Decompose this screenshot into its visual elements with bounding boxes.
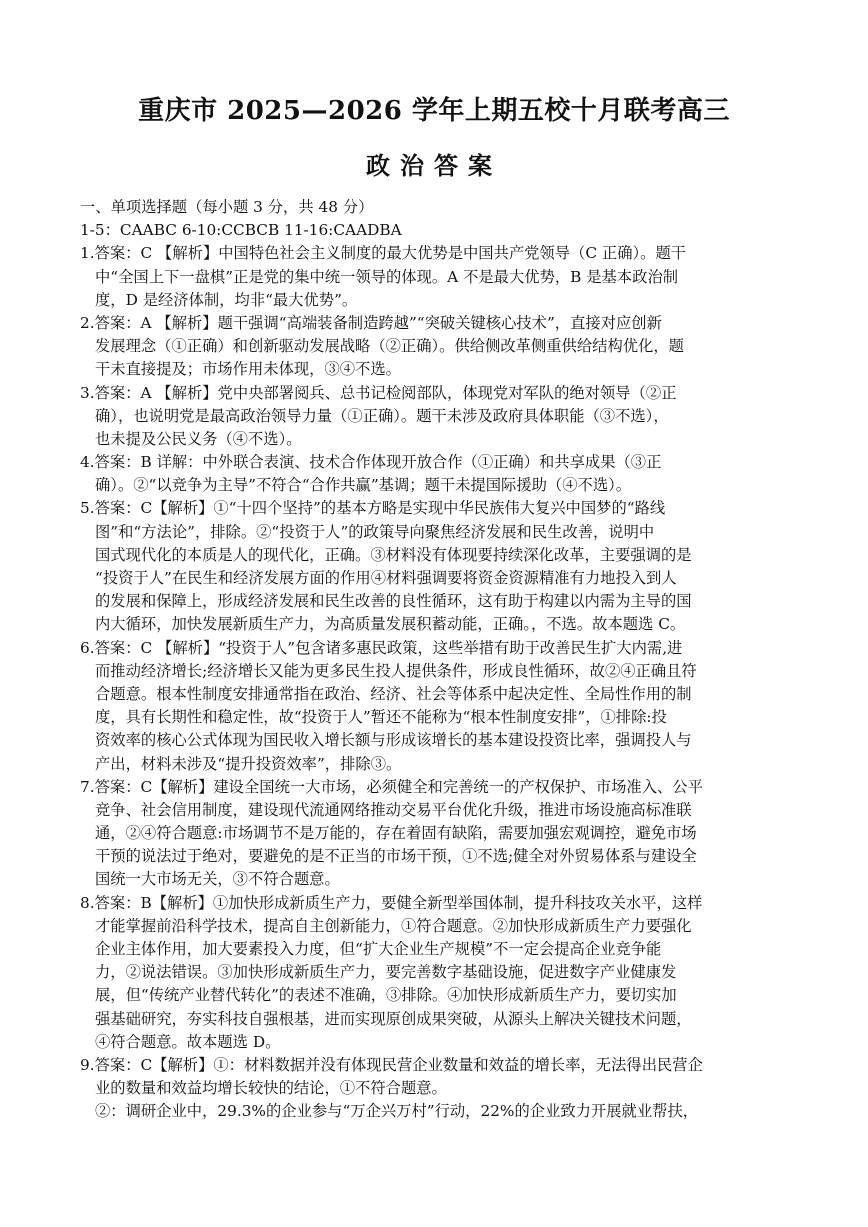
question-item <box>80 776 795 892</box>
question-line: 而推动经济增长;经济增长又能为更多民生投人提供条件，形成良性循环，故②④正确且符 <box>95 661 697 680</box>
question-line: 度，具有长期性和稳定性，故“投资于人”暂还不能称为“根本性制度安排”，①排除:投 <box>95 708 667 727</box>
question-line: 国统一大市场无关，③不符合题意。 <box>95 870 340 889</box>
question-item <box>80 637 795 776</box>
question-item <box>80 382 795 452</box>
question-line: 5.答案：C【解析】①“十四个坚持”的基本方略是实现中华民族伟大复兴中国梦的“路线 <box>80 499 666 518</box>
question-line: ④符合题意。故本题选 D。 <box>95 1032 281 1051</box>
question-line: 也未提及公民义务（④不选）。 <box>95 429 302 448</box>
question-line: 1.答案：C 【解析】中国特色社会主义制度的最大优势是中国共产党领导（C 正确）。题干 <box>80 244 687 263</box>
question-line: 企业主体作用，加大要素投入力度，但“扩大企业生产规模”不一定会提高企业竞争能 <box>95 940 662 958</box>
question-line: 展，但“传统产业替代转化”的表述不准确，③排除。④加快形成新质生产力，要切实加 <box>95 986 677 1005</box>
page-title: 重庆市 2025—2026 学年上期五校十月联考高三 <box>138 96 730 126</box>
question-line: 的发展和保障上，形成经济发展和民生改善的良性循环，这有助于构建以内需为主导的国 <box>95 592 692 611</box>
question-line: 才能掌握前沿科学技术，提高自主创新能力，①符合题意。②加快形成新质生产力要强化 <box>95 916 692 935</box>
question-item <box>80 242 795 312</box>
question-item <box>80 892 795 1054</box>
question-line: 竞争、社会信用制度，建设现代流通网络推动交易平台优化升级，推进市场设施高标准联 <box>95 800 692 819</box>
question-line: 6.答案：C 【解析】“投资于人”包含诸多惠民政策，这些举措有助于改善民生扩大内需,进 <box>80 638 683 657</box>
question-line: 国式现代化的本质是人的现代化，正确。③材料没有体现要持续深化改革，主要强调的是 <box>95 545 692 564</box>
question-line: 强基础研究，夯实科技自强根基，进而实现原创成果突破，从源头上解决关键技术问题， <box>95 1009 692 1028</box>
question-line: 2.答案：A 【解析】题干强调“高端装备制造跨越”“突破关键核心技术”，直接对应创新 <box>80 313 662 332</box>
answer-content <box>80 196 795 1124</box>
question-line: 发展理念（①正确）和创新驱动发展战略（②正确）。供给侧改革侧重供给结构优化，题 <box>95 337 684 356</box>
question-line: 3.答案：A 【解析】党中央部署阅兵、总书记检阅部队，体现党对军队的绝对领导（②正 <box>80 383 677 402</box>
question-line: 干预的说法过于绝对，要避免的是不正当的市场干预，①不选;健全对外贸易体系与建设全 <box>95 847 697 866</box>
page-subtitle: 政治答案 <box>366 151 502 180</box>
question-line: 8.答案：B【解析】①加快形成新质生产力，要健全新型举国体制，提升科技攻关水平，这样 <box>80 893 703 912</box>
question-line: 9.答案：C【解析】①：材料数据并没有体现民营企业数量和效益的增长率，无法得出民营企 <box>80 1055 703 1074</box>
answer-key-line: 1-5：CAABC 6-10:CCBCB 11-16:CAADBA <box>80 221 402 240</box>
question-line: 确），也说明党是最高政治领导力量（①正确）。题干未涉及政府具体职能（③不选）， <box>95 406 669 425</box>
question-line: 业的数量和效益均增长较快的结论，①不符合题意。 <box>95 1079 447 1098</box>
question-line: 确）。②“以竞争为主导”不符合“合作共赢”基调；题干未提国际援助（④不选）。 <box>95 476 632 495</box>
section-heading: 一、单项选择题（每小题 3 分，共 48 分） <box>80 198 374 216</box>
question-item <box>80 1054 795 1124</box>
question-line: 度，D 是经济体制，均非“最大优势”。 <box>95 290 358 309</box>
question-line: 产出，材料未涉及“提升投资效率”，排除③。 <box>95 754 402 773</box>
question-line: 图”和“方法论”，排除。②“投资于人”的政策导向聚焦经济发展和民生改善，说明中 <box>95 522 655 541</box>
question-line: 力，②说法错误。③加快形成新质生产力，要完善数字基础设施，促进数字产业健康发 <box>95 963 677 982</box>
question-item <box>80 312 795 382</box>
question-line: ②：调研企业中，29.3%的企业参与“万企兴万村”行动，22%的企业致力开展就业帮扶， <box>95 1102 699 1121</box>
question-line: 通，②④符合题意:市场调节不是万能的，存在着固有缺陷，需要加强宏观调控，避免市场 <box>95 824 697 843</box>
question-line: 内大循环，加快发展新质生产力，为高质量发展积蓄动能，正确。，不选。故本题选 C。 <box>95 615 686 634</box>
question-line: 干未直接提及；市场作用未体现，③④不选。 <box>95 360 401 379</box>
question-item <box>80 451 795 497</box>
question-line: 中“全国上下一盘棋”正是党的集中统一领导的体现。A 不是最大优势，B 是基本政治制 <box>95 267 679 286</box>
question-item <box>80 497 795 636</box>
question-line: “投资于人”在民生和经济发展方面的作用④材料强调要将资金资源精准有力地投入到人 <box>95 569 677 587</box>
question-line: 合题意。根本性制度安排通常指在政治、经济、社会等体系中起决定性、全局性作用的制 <box>95 684 692 703</box>
question-line: 7.答案：C【解析】建设全国统一大市场，必须健全和完善统一的产权保护、市场准入、公平 <box>80 777 703 796</box>
question-line: 4.答案：B 详解：中外联合表演、技术合作体现开放合作（①正确）和共享成果（③正 <box>80 453 662 472</box>
question-line: 资效率的核心公式体现为国民收入增长额与形成该增长的基本建设投资比率，强调投人与 <box>95 731 692 750</box>
question-list <box>80 242 795 1123</box>
